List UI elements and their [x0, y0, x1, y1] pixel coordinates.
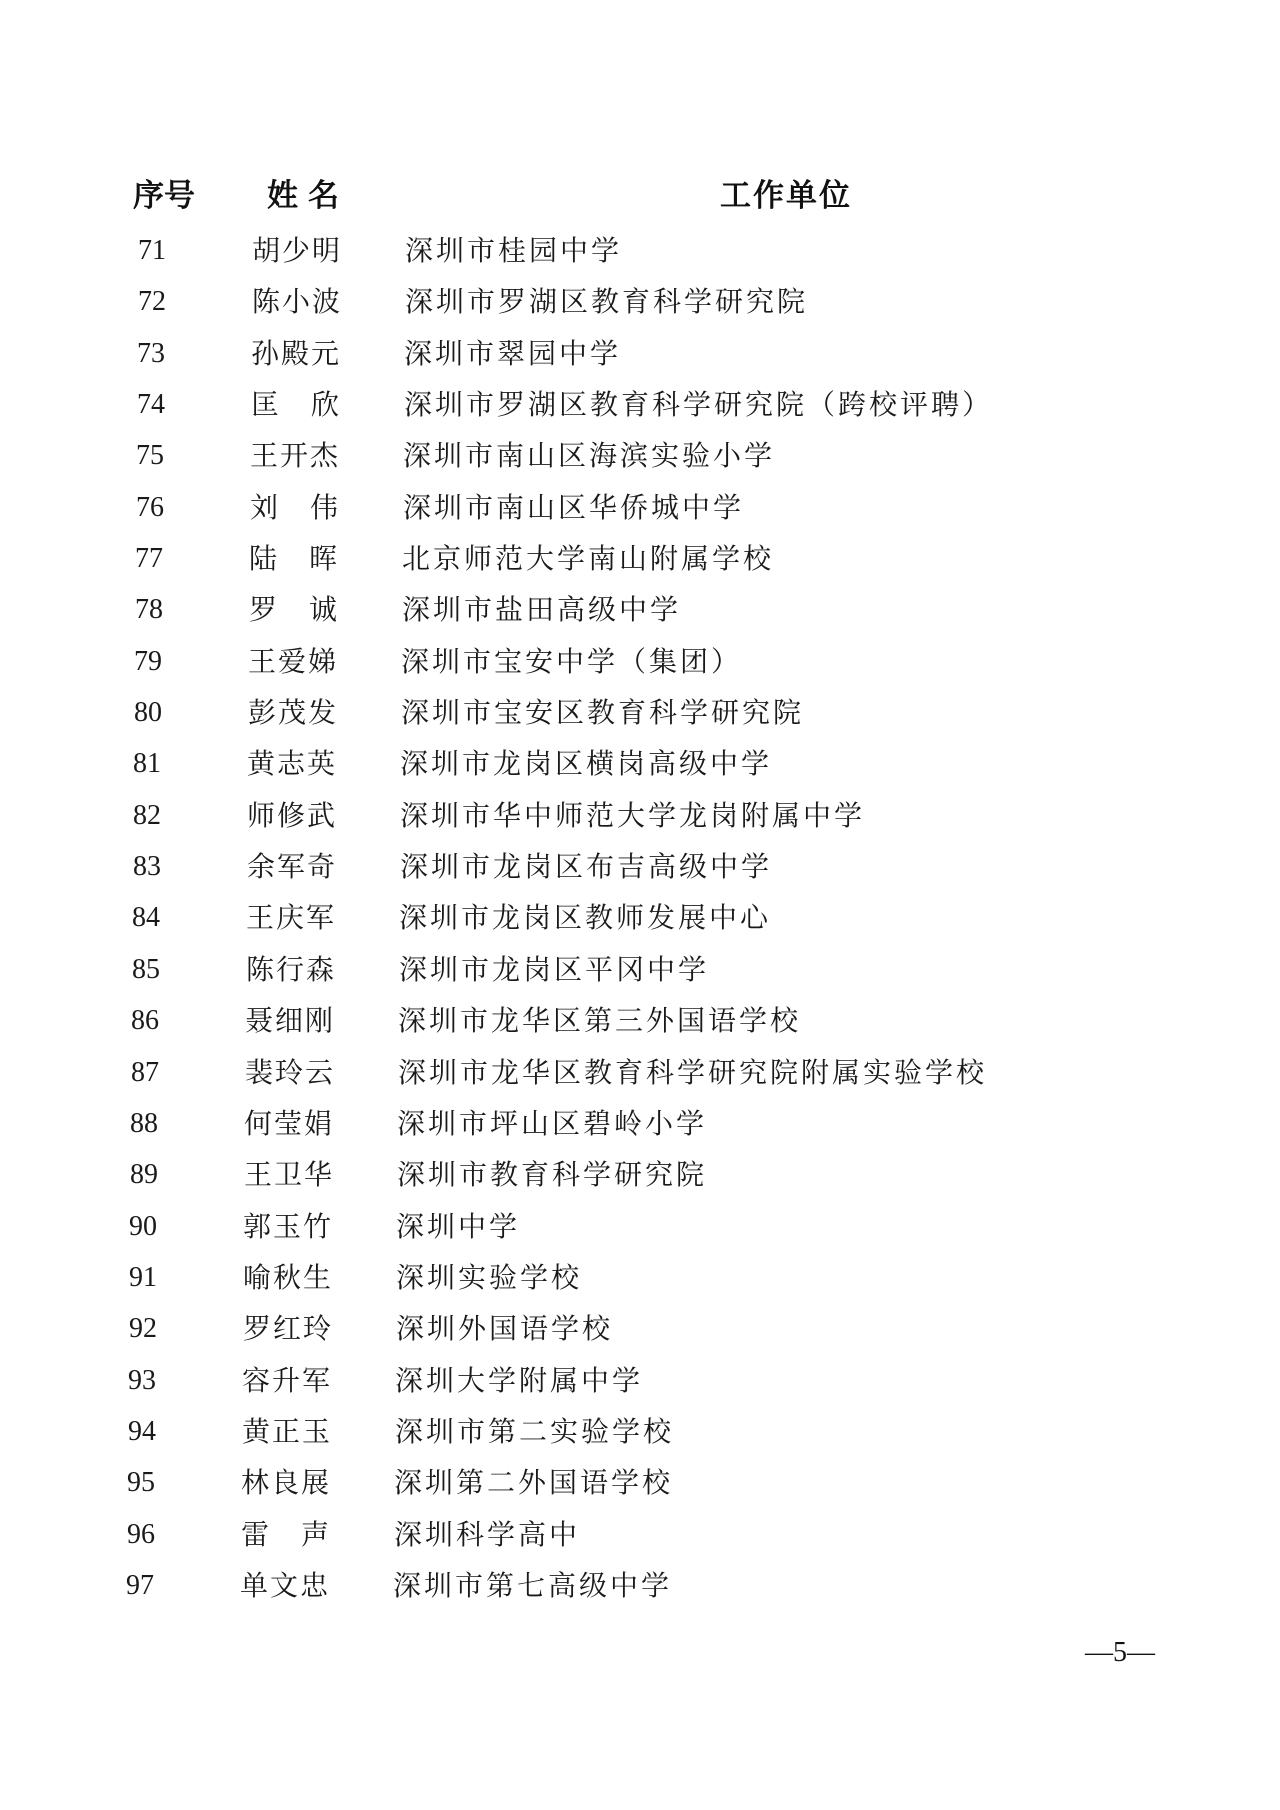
table-row [0, 1509, 1280, 1560]
table-row [0, 1201, 1280, 1252]
table-header [0, 170, 1280, 220]
row-num: 75 [136, 440, 164, 472]
row-num: 81 [133, 748, 161, 780]
table-row [0, 584, 1280, 635]
row-name: 黄正玉 [242, 1414, 333, 1448]
row-num: 91 [129, 1261, 157, 1293]
header-name: 姓名 [267, 178, 349, 214]
row-num: 87 [131, 1056, 159, 1088]
row-name: 余军奇 [247, 850, 338, 884]
row-unit: 深圳市华中师范大学龙岗附属中学 [400, 798, 866, 832]
table-row [0, 944, 1280, 995]
table-row [0, 225, 1280, 276]
row-unit: 深圳市龙华区第三外国语学校 [398, 1004, 802, 1038]
row-name: 罗红玲 [243, 1312, 334, 1346]
table-row [0, 533, 1280, 584]
table-row [0, 892, 1280, 943]
row-name: 匡 欣 [251, 388, 342, 422]
row-unit: 深圳市龙岗区布吉高级中学 [400, 850, 773, 884]
row-unit: 深圳市龙岗区平冈中学 [399, 952, 710, 986]
table-row [0, 430, 1280, 481]
row-num: 89 [130, 1159, 158, 1191]
row-num: 96 [127, 1518, 155, 1550]
row-unit: 深圳实验学校 [396, 1260, 583, 1294]
table-row [0, 379, 1280, 430]
table-row [0, 1560, 1280, 1611]
row-name: 陈行森 [246, 952, 337, 986]
header-unit: 工作单位 [720, 178, 852, 214]
row-unit: 深圳市龙岗区横岗高级中学 [400, 747, 773, 781]
row-name: 胡少明 [252, 234, 343, 267]
row-num: 86 [131, 1005, 159, 1037]
row-name: 容升军 [242, 1363, 333, 1397]
row-num: 79 [134, 645, 162, 677]
row-name: 喻秋生 [243, 1260, 334, 1294]
row-name: 师修武 [247, 798, 338, 832]
row-num: 85 [132, 953, 160, 985]
table-row [0, 482, 1280, 533]
row-unit: 深圳市宝安中学（集团） [401, 644, 743, 678]
row-unit: 深圳科学高中 [394, 1517, 581, 1551]
row-name: 单文忠 [240, 1568, 331, 1602]
table-row [0, 1098, 1280, 1149]
row-num: 78 [135, 594, 163, 626]
table-row [0, 1406, 1280, 1457]
row-unit: 深圳市盐田高级中学 [402, 593, 682, 627]
table-row [0, 1457, 1280, 1508]
row-num: 90 [129, 1210, 157, 1242]
row-unit: 深圳市桂园中学 [405, 234, 623, 267]
table-row [0, 841, 1280, 892]
row-num: 88 [130, 1107, 158, 1139]
row-num: 72 [138, 286, 166, 318]
table-row [0, 1252, 1280, 1303]
row-unit: 深圳市罗湖区教育科学研究院 [405, 285, 809, 319]
row-name: 裴玲云 [245, 1055, 336, 1089]
row-unit: 深圳中学 [396, 1209, 521, 1243]
row-unit: 深圳市南山区海滨实验小学 [403, 439, 776, 473]
row-unit: 深圳市第七高级中学 [393, 1568, 673, 1602]
row-name: 孙殿元 [251, 336, 342, 370]
row-num: 95 [127, 1467, 155, 1499]
row-name: 黄志英 [247, 747, 338, 781]
row-name: 郭玉竹 [243, 1209, 334, 1243]
row-name: 何莹娟 [244, 1106, 335, 1140]
row-name: 王庆军 [246, 901, 337, 935]
row-name: 陈小波 [252, 285, 343, 319]
row-unit: 深圳市翠园中学 [404, 336, 622, 370]
row-name: 陆 晖 [249, 542, 340, 576]
table-row [0, 328, 1280, 379]
table-row [0, 687, 1280, 738]
table-row [0, 995, 1280, 1046]
table-row [0, 636, 1280, 687]
row-num: 92 [129, 1313, 157, 1345]
table-row [0, 1303, 1280, 1354]
table-row [0, 790, 1280, 841]
row-num: 97 [126, 1569, 154, 1601]
row-unit: 深圳市坪山区碧岭小学 [397, 1106, 708, 1140]
row-name: 罗 诚 [249, 593, 340, 627]
row-name: 王开杰 [250, 439, 341, 473]
row-unit: 深圳市罗湖区教育科学研究院（跨校评聘） [404, 388, 994, 422]
row-unit: 北京师范大学南山附属学校 [402, 542, 775, 576]
row-name: 王爱娣 [248, 644, 339, 678]
row-num: 73 [137, 337, 165, 369]
page-number: —5— [1085, 1637, 1155, 1668]
row-unit: 深圳市第二实验学校 [395, 1414, 675, 1448]
row-name: 聂细刚 [245, 1004, 336, 1038]
row-unit: 深圳市南山区华侨城中学 [403, 490, 745, 524]
row-unit: 深圳市龙华区教育科学研究院附属实验学校 [398, 1055, 988, 1089]
table-row [0, 1149, 1280, 1200]
row-unit: 深圳市教育科学研究院 [397, 1158, 708, 1192]
table-row [0, 1047, 1280, 1098]
table-row [0, 276, 1280, 327]
row-name: 林良展 [241, 1466, 332, 1500]
row-num: 71 [138, 235, 166, 266]
row-num: 82 [133, 799, 161, 831]
row-unit: 深圳外国语学校 [396, 1312, 614, 1346]
row-unit: 深圳市龙岗区教师发展中心 [399, 901, 772, 935]
row-name: 刘 伟 [250, 490, 341, 524]
row-name: 雷 声 [241, 1517, 332, 1551]
header-number: 序号 [133, 178, 195, 214]
row-num: 94 [128, 1415, 156, 1447]
row-unit: 深圳大学附属中学 [395, 1363, 644, 1397]
row-num: 93 [128, 1364, 156, 1396]
table-row [0, 738, 1280, 789]
row-num: 77 [135, 543, 163, 575]
row-name: 彭茂发 [248, 696, 339, 730]
row-num: 83 [133, 851, 161, 883]
row-num: 80 [134, 697, 162, 729]
table-body [0, 225, 1280, 1611]
row-num: 76 [136, 491, 164, 523]
row-unit: 深圳第二外国语学校 [394, 1466, 674, 1500]
row-num: 74 [137, 389, 165, 421]
row-unit: 深圳市宝安区教育科学研究院 [401, 696, 805, 730]
row-name: 王卫华 [244, 1158, 335, 1192]
table-row [0, 1355, 1280, 1406]
row-num: 84 [132, 902, 160, 934]
